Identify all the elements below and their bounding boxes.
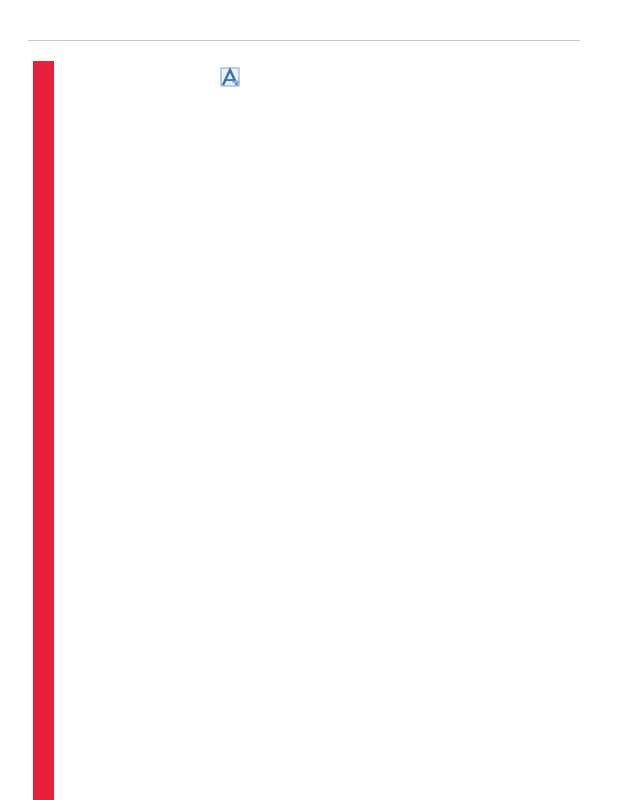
header-rule	[28, 40, 580, 41]
access-database-icon	[220, 67, 240, 87]
page-content	[172, 52, 572, 65]
accent-sidebar-bar	[33, 61, 54, 800]
